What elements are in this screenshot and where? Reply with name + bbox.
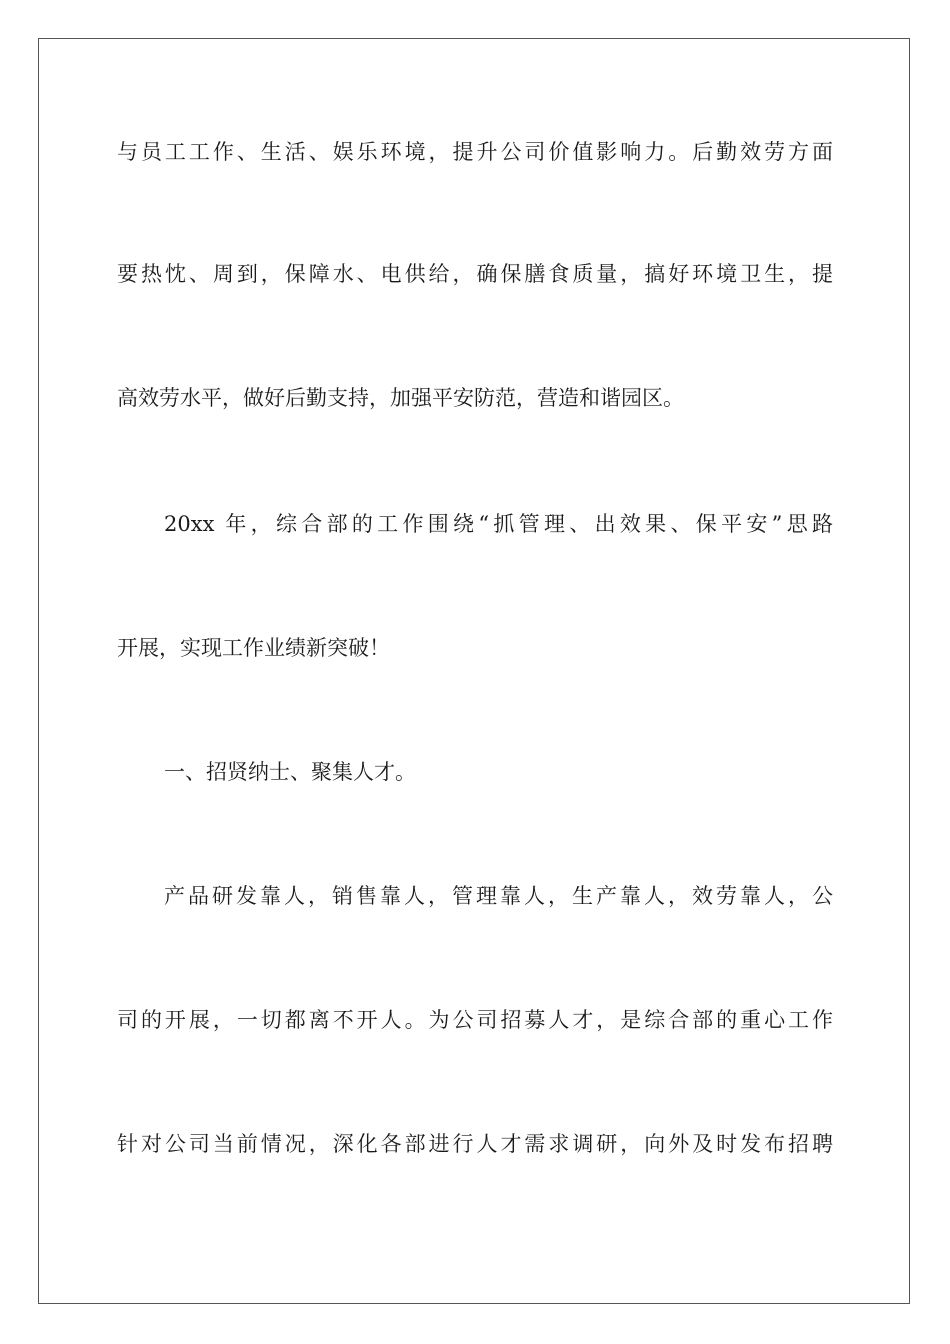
paragraph-line-1: 与员工工作、生活、娱乐环境，提升公司价值影响力。后勤效劳方面 [117, 140, 833, 164]
paragraph-line-4: 20xx 年，综合部的工作围绕“抓管理、出效果、保平安”思路 [164, 512, 833, 536]
page-frame [38, 38, 910, 1304]
paragraph-line-8: 司的开展，一切都离不开人。为公司招募人才，是综合部的重心工作 [117, 1008, 833, 1032]
section-heading-1: 一、招贤纳士、聚集人才。 [164, 760, 416, 784]
paragraph-line-5: 开展，实现工作业绩新突破！ [117, 636, 390, 660]
paragraph-line-3: 高效劳水平，做好后勤支持，加强平安防范，营造和谐园区。 [117, 386, 684, 410]
paragraph-line-2: 要热忱、周到，保障水、电供给，确保膳食质量，搞好环境卫生，提 [117, 262, 833, 286]
paragraph-line-7: 产品研发靠人，销售靠人，管理靠人，生产靠人，效劳靠人，公 [164, 884, 833, 908]
paragraph-line-9: 针对公司当前情况，深化各部进行人才需求调研，向外及时发布招聘 [117, 1132, 833, 1156]
